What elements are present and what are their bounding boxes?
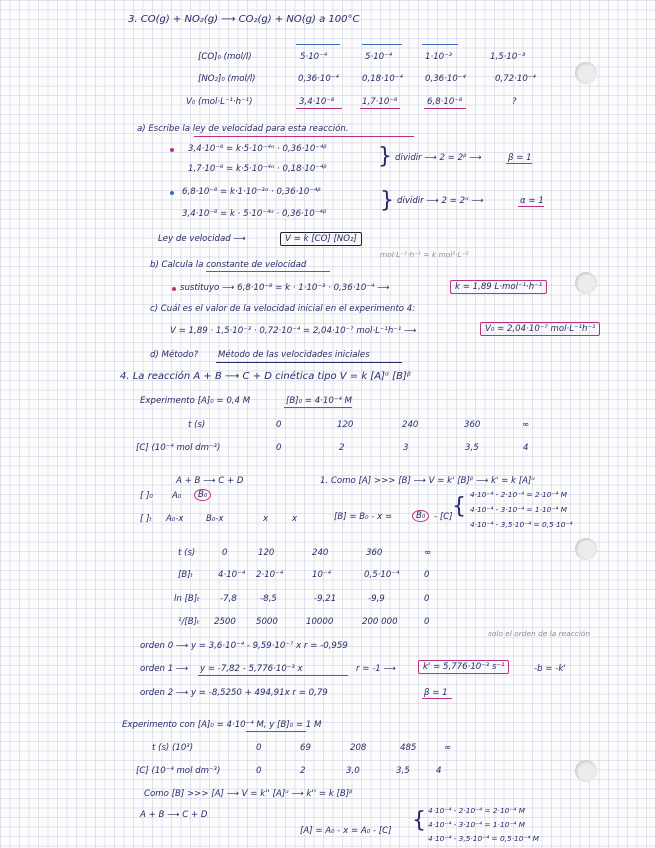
- underline: [422, 44, 458, 45]
- result: β = 1: [508, 153, 532, 163]
- table-cell: -9,9: [368, 594, 385, 604]
- v0-result-box: V₀ = 2,04·10⁻⁷ mol·L⁻¹h⁻¹: [480, 322, 600, 336]
- table-cell: 1,5·10⁻³: [490, 52, 526, 62]
- t-label: t (s): [188, 420, 206, 430]
- binder-hole: [575, 62, 597, 84]
- equation: 1,7·10⁻⁸ = k·5·10⁻⁴ᵅ · 0,18·10⁻⁴ᵝ: [188, 164, 327, 174]
- brace-icon: {: [452, 494, 466, 519]
- c-label: [C] (10⁻⁴ mol dm⁻³): [136, 443, 221, 453]
- k-result-box: k = 1,89 L·mol⁻¹·h⁻¹: [450, 280, 547, 294]
- beta-result: β = 1: [424, 688, 448, 698]
- underline: [246, 731, 306, 732]
- scratch-calc: 4·10⁻⁴ - 2·10⁻⁴ = 2·10⁻⁴ M: [428, 806, 525, 815]
- table-cell: 120: [258, 548, 275, 558]
- result: α = 1: [520, 196, 544, 206]
- table-cell: A₀: [172, 491, 182, 501]
- circled-b0: B₀: [412, 510, 429, 522]
- order0-fit: orden 0 ⟶ y = 3,6·10⁻⁴ - 9,59·10⁻⁷ x r = -0,959: [140, 641, 348, 651]
- ln-label: ln [B]ₜ: [174, 594, 200, 604]
- scratch-calc: 4·10⁻⁴ - 3,5·10⁻⁴ = 0,5·10⁻⁴ M: [428, 834, 540, 843]
- table-cell: -9,21: [314, 594, 337, 604]
- binder-hole: [575, 272, 597, 294]
- table-cell: x: [292, 514, 298, 524]
- table-cell: 240: [312, 548, 329, 558]
- t-label: t (s): [178, 548, 196, 558]
- table-cell: 3,0: [346, 766, 360, 776]
- equation: 3,4·10⁻⁸ = k·5·10⁻⁴ᵅ · 0,36·10⁻⁴ᵝ: [188, 144, 327, 154]
- scratch-calc: 4·10⁻⁴ - 3,5·10⁻⁴ = 0,5·10⁻⁴: [470, 520, 573, 529]
- experiment2-label: Experimento con [A]₀ = 4·10⁻⁴ M, y [B]₀ = 1 M: [122, 720, 322, 730]
- table-cell: A₀-x: [166, 514, 184, 524]
- table-cell: 0,36·10⁻⁴: [425, 74, 466, 84]
- a-equation: [A] = A₀ - x = A₀ - [C]: [300, 826, 392, 836]
- rate-law-label: Ley de velocidad ⟶: [158, 234, 246, 244]
- scratch-calc: 4·10⁻⁴ - 3·10⁻⁴ = 1·10⁻⁴ M: [428, 820, 525, 829]
- table-cell: 69: [300, 743, 311, 753]
- order2-fit: orden 2 ⟶ y = -8,5250 + 494,91x r = 0,79: [140, 688, 328, 698]
- equation: 3,4·10⁻⁸ = k · 5·10⁻⁴ᵅ · 0,36·10⁻⁴ᵝ: [182, 209, 327, 219]
- order1-fit: y = -7,82 - 5,776·10⁻³ x: [200, 664, 303, 674]
- rate-law-box: V = k [CO] [NO₂]: [280, 232, 362, 246]
- table-cell: 0,36·10⁻⁴: [298, 74, 339, 84]
- table-cell: 5000: [256, 617, 278, 627]
- table-cell: ∞: [444, 743, 452, 753]
- reaction-row: A + B ⟶ C + D: [176, 476, 244, 486]
- como-note: 1. Como [A] >>> [B] ⟶ V = k' [B]ᵝ ⟶ k' = k [A]ᵅ: [320, 476, 535, 486]
- table-cell: 240: [402, 420, 419, 430]
- part-d-title: d) Método?: [150, 350, 199, 360]
- table-cell: ∞: [424, 548, 432, 558]
- table-cell: [ ]ₜ: [140, 514, 152, 524]
- scratch-calc: 4·10⁻⁴ - 2·10⁻⁴ = 2·10⁻⁴ M: [470, 490, 567, 499]
- table-cell: -7,8: [220, 594, 237, 604]
- scratch-calc: 4·10⁻⁴ - 3·10⁻⁴ = 1·10⁻⁴ M: [470, 505, 567, 514]
- table-cell: 0: [276, 420, 282, 430]
- table-cell: 0: [222, 548, 228, 558]
- brace-icon: }: [378, 144, 392, 169]
- table-cell: 10⁻⁴: [312, 570, 331, 580]
- underline: [284, 407, 352, 408]
- c2-label: [C] (10⁻⁴ mol dm⁻³): [136, 766, 221, 776]
- table-cell: ?: [512, 97, 517, 107]
- table-cell: 5·10⁻⁴: [300, 52, 328, 62]
- table-cell: 0,5·10⁻⁴: [364, 570, 400, 580]
- underline: [216, 362, 402, 363]
- underline: [194, 136, 414, 137]
- binder-hole: [575, 760, 597, 782]
- order1-label: orden 1 ⟶: [140, 664, 189, 674]
- table-cell: 3,4·10⁻⁸: [299, 97, 335, 107]
- table-cell: 2·10⁻⁴: [256, 570, 284, 580]
- table-cell: 3,5: [465, 443, 479, 453]
- problem4-header: 4. La reacción A + B ⟶ C + D cinética tipo V = k [A]ᵅ [B]ᵝ: [120, 371, 411, 382]
- table-cell: 0: [276, 443, 282, 453]
- table-cell: 2: [339, 443, 345, 453]
- table-cell: 0: [424, 594, 430, 604]
- como2-note: Como [B] >>> [A] ⟶ V = k'' [A]ᵅ ⟶ k'' = k [B]ᵝ: [144, 789, 353, 799]
- table-cell: 0,18·10⁻⁴: [362, 74, 403, 84]
- table-cell: 485: [400, 743, 417, 753]
- part-c-title: c) Cuál es el valor de la velocidad inicial en el experimento 4:: [150, 304, 416, 314]
- table-cell: [ ]₀: [140, 491, 153, 501]
- table-cell: -8,5: [260, 594, 277, 604]
- equation: V = 1,89 · 1,5·10⁻³ · 0,72·10⁻⁴ = 2,04·10⁻⁷ mol·L⁻¹h⁻¹ ⟶: [170, 326, 417, 336]
- underline: [206, 271, 330, 272]
- underline: [296, 44, 340, 45]
- part-a-title: a) Escribe la ley de velocidad para esta reacción.: [137, 124, 349, 134]
- table-cell: 4·10⁻⁴: [218, 570, 246, 580]
- underline: [518, 206, 544, 207]
- table-cell: 208: [350, 743, 367, 753]
- table-cell: 1·10⁻³: [425, 52, 453, 62]
- table-cell: 0,72·10⁻⁴: [495, 74, 536, 84]
- brace-icon: {: [412, 808, 426, 833]
- binder-hole: [575, 538, 597, 560]
- bullet-dot: [170, 191, 174, 195]
- method-answer: Método de las velocidades iniciales: [218, 350, 370, 360]
- underline: [424, 108, 466, 109]
- experiment-label: Experimento [A]₀ = 0,4 M: [140, 396, 251, 406]
- table-cell: 3: [403, 443, 409, 453]
- table-cell: ∞: [522, 420, 530, 430]
- underline: [360, 108, 400, 109]
- bullet-dot: [170, 148, 174, 152]
- table-cell: 2500: [214, 617, 236, 627]
- minus-b-note: -b = -k': [534, 664, 566, 674]
- circled-b0: B₀: [194, 489, 211, 501]
- row-no2-label: [NO₂]₀ (mol/l): [198, 74, 256, 84]
- table-cell: 2: [300, 766, 306, 776]
- table-cell: 4: [523, 443, 529, 453]
- underline: [422, 698, 452, 699]
- b-equation-tail: - [C]: [434, 512, 453, 522]
- table-cell: 360: [366, 548, 383, 558]
- b-label: [B]ₜ: [178, 570, 194, 580]
- pencil-note: solo el orden de la reacción: [488, 629, 591, 638]
- k-prime-box: k' = 5,776·10⁻³ s⁻¹: [418, 660, 509, 674]
- part-b-title: b) Calcula la constante de velocidad: [150, 260, 307, 270]
- table-cell: 0: [424, 570, 430, 580]
- experiment-b0: [B]₀ = 4·10⁻⁴ M: [286, 396, 352, 406]
- table-cell: 0: [256, 766, 262, 776]
- table-cell: 3,5: [396, 766, 410, 776]
- inv-label: ¹/[B]ₜ: [178, 617, 200, 627]
- bullet-dot: [172, 287, 176, 291]
- table-cell: 0: [256, 743, 262, 753]
- table-cell: 120: [337, 420, 354, 430]
- underline: [362, 44, 402, 45]
- table-cell: 1,7·10⁻⁸: [362, 97, 398, 107]
- equation: 6,8·10⁻⁸ = k·1·10⁻³ᵅ · 0,36·10⁻⁴ᵝ: [182, 187, 321, 197]
- pencil-scratch: mol·L⁻¹·h⁻¹ = k mol²·L⁻²: [380, 250, 469, 259]
- table-cell: 10000: [306, 617, 334, 627]
- problem3-header: 3. CO(g) + NO₂(g) ⟶ CO₂(g) + NO(g) a 100°C: [128, 14, 360, 25]
- row-v-label: V₀ (mol·L⁻¹·h⁻¹): [186, 97, 253, 107]
- underline: [296, 108, 342, 109]
- table-cell: 6,8·10⁻⁸: [427, 97, 463, 107]
- table-cell: B₀-x: [206, 514, 224, 524]
- row-co-label: [CO]₀ (mol/l): [198, 52, 252, 62]
- b-equation: [B] = B₀ - x =: [334, 512, 393, 522]
- table-cell: 0: [424, 617, 430, 627]
- divide-step: dividir ⟶ 2 = 2ᵅ ⟶: [397, 196, 484, 206]
- brace-icon: }: [380, 188, 394, 213]
- underline: [198, 675, 348, 676]
- table-cell: x: [263, 514, 269, 524]
- substitution: sustituyo ⟶ 6,8·10⁻⁸ = k · 1·10⁻³ · 0,36·10⁻⁴ ⟶: [180, 283, 390, 293]
- order1-r: r = -1 ⟶: [356, 664, 396, 674]
- t2-label: t (s) (10³): [152, 743, 194, 753]
- table-cell: 360: [464, 420, 481, 430]
- underline: [506, 163, 532, 164]
- divide-step: dividir ⟶ 2 = 2ᵝ ⟶: [395, 153, 482, 163]
- table-cell: 5·10⁻⁴: [365, 52, 393, 62]
- table-cell: 4: [436, 766, 442, 776]
- reaction-row: A + B ⟶ C + D: [140, 810, 208, 820]
- table-cell: 200 000: [362, 617, 398, 627]
